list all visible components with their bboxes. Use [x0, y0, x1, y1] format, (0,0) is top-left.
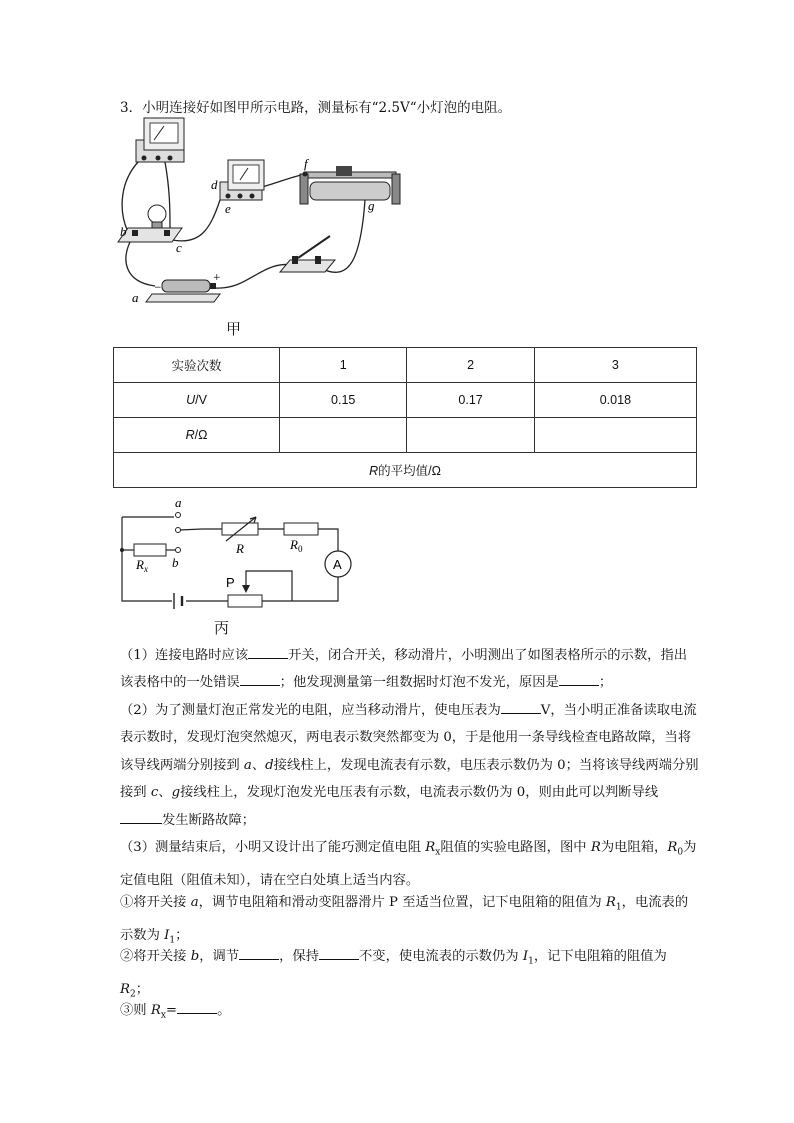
rheostat-icon [300, 166, 400, 204]
ammeter-icon [220, 160, 264, 200]
label-a: a [132, 290, 139, 305]
label-d: d [211, 177, 218, 192]
circuit-figure-bing [110, 495, 360, 615]
table-cell: 0.17 [407, 383, 534, 418]
label-ammeter: A [333, 557, 342, 572]
step-2: ②将开关接 b，调节 ，保持 不变，使电流表的示数仍为 $I_1$，记下电阻箱的阻值为 $R_2$； [120, 943, 700, 1009]
question-part-1: （1）连接电路时应该 开关，闭合开关，移动滑片，小明测出了如图表格所示的示数，指出该表格中的一处错误 ；他发现测量第一组数据时灯泡不发光，原因是 ； [120, 642, 700, 697]
table-row [114, 453, 697, 488]
question-part-3: （3）测量结束后，小明又设计出了能巧测定值电阻 $R_x$阻值的实验电路图，图中 R为电阻箱，$R_0$为定值电阻（阻值未知），请在空白处填上适当内容。 [120, 840, 697, 889]
answer-blank[interactable] [319, 945, 359, 960]
svg-text:−: − [154, 283, 162, 293]
answer-blank[interactable] [501, 699, 541, 714]
table-header-cell: 3 [534, 348, 696, 383]
answer-blank[interactable] [240, 671, 280, 686]
label-a: a [175, 495, 182, 510]
label-c: c [176, 240, 182, 255]
table-cell [407, 418, 534, 453]
answer-blank[interactable] [177, 999, 217, 1014]
answer-blank[interactable] [239, 945, 279, 960]
question-part-2: （2）为了测量灯泡正常发光的电阻，应当移动滑片，使电压表为 V，当小明正准备读取电流表示数时，发现灯泡突然熄灭，两电表示数突然都变为 0，于是他用一条导线检查电路故障，当将该导线两端分别接到 a、d接线柱上，发现电流表有示数，电压表示数仍为 0；当将该导线两端分别接到 c、g接线柱上，发现灯泡发光电压表有示数，电流表示数仍为 0，则由此可以判断导线发生断路故障； [120, 697, 700, 834]
table-header-cell: 实验次数 [114, 348, 280, 383]
answer-blank[interactable] [559, 671, 599, 686]
table-cell: 0.018 [534, 383, 696, 418]
table-row [114, 418, 697, 453]
table-cell [534, 418, 696, 453]
table-header-cell: 1 [280, 348, 407, 383]
slide-rheostat-icon [228, 595, 262, 607]
resistor-rx-icon [134, 544, 166, 556]
answer-blank[interactable] [248, 644, 288, 659]
svg-text:+: + [213, 273, 221, 283]
resistance-box-icon [222, 523, 258, 535]
table-cell: 0.15 [280, 383, 407, 418]
question-title: 3．小明连接好如图甲所示电路，测量标有“2.5V“小灯泡的电阻。 [120, 100, 512, 116]
table-header-cell: 2 [407, 348, 534, 383]
circuit-figure-jia [110, 110, 420, 315]
battery-symbol-icon [174, 593, 182, 609]
row-label-u: U/V [114, 383, 280, 418]
resistor-r0-icon [284, 523, 318, 535]
table-row [114, 348, 697, 383]
answer-blank[interactable] [120, 809, 162, 824]
bulb-icon [118, 205, 182, 242]
step-1: ①将开关接 a，调节电阻箱和滑动变阻器滑片 P 至适当位置，记下电阻箱的阻值为 $R_1$，电流表的示数为 $I_1$； [120, 895, 689, 946]
row-average: R的平均值/Ω [114, 453, 697, 488]
data-table [113, 347, 697, 488]
figure-caption-bing: 丙 [214, 619, 230, 637]
row-label-r: R/Ω [114, 418, 280, 453]
label-r0: $R_0$ [290, 537, 303, 554]
table-row [114, 383, 697, 418]
label-r: R [236, 541, 244, 556]
label-rx: $R_x$ [136, 557, 148, 574]
switch-icon [280, 236, 335, 272]
label-e: e [225, 201, 231, 216]
voltmeter-icon [136, 118, 184, 162]
battery-icon [146, 273, 221, 302]
label-p: P [226, 575, 235, 590]
table-cell [280, 418, 407, 453]
label-b: b [120, 224, 127, 239]
label-f: f [304, 156, 308, 171]
label-b: b [172, 555, 179, 570]
step-3: ③则 $R_x=$ 。 [120, 997, 700, 1030]
label-g: g [368, 198, 375, 213]
figure-caption-jia: 甲 [226, 320, 242, 338]
